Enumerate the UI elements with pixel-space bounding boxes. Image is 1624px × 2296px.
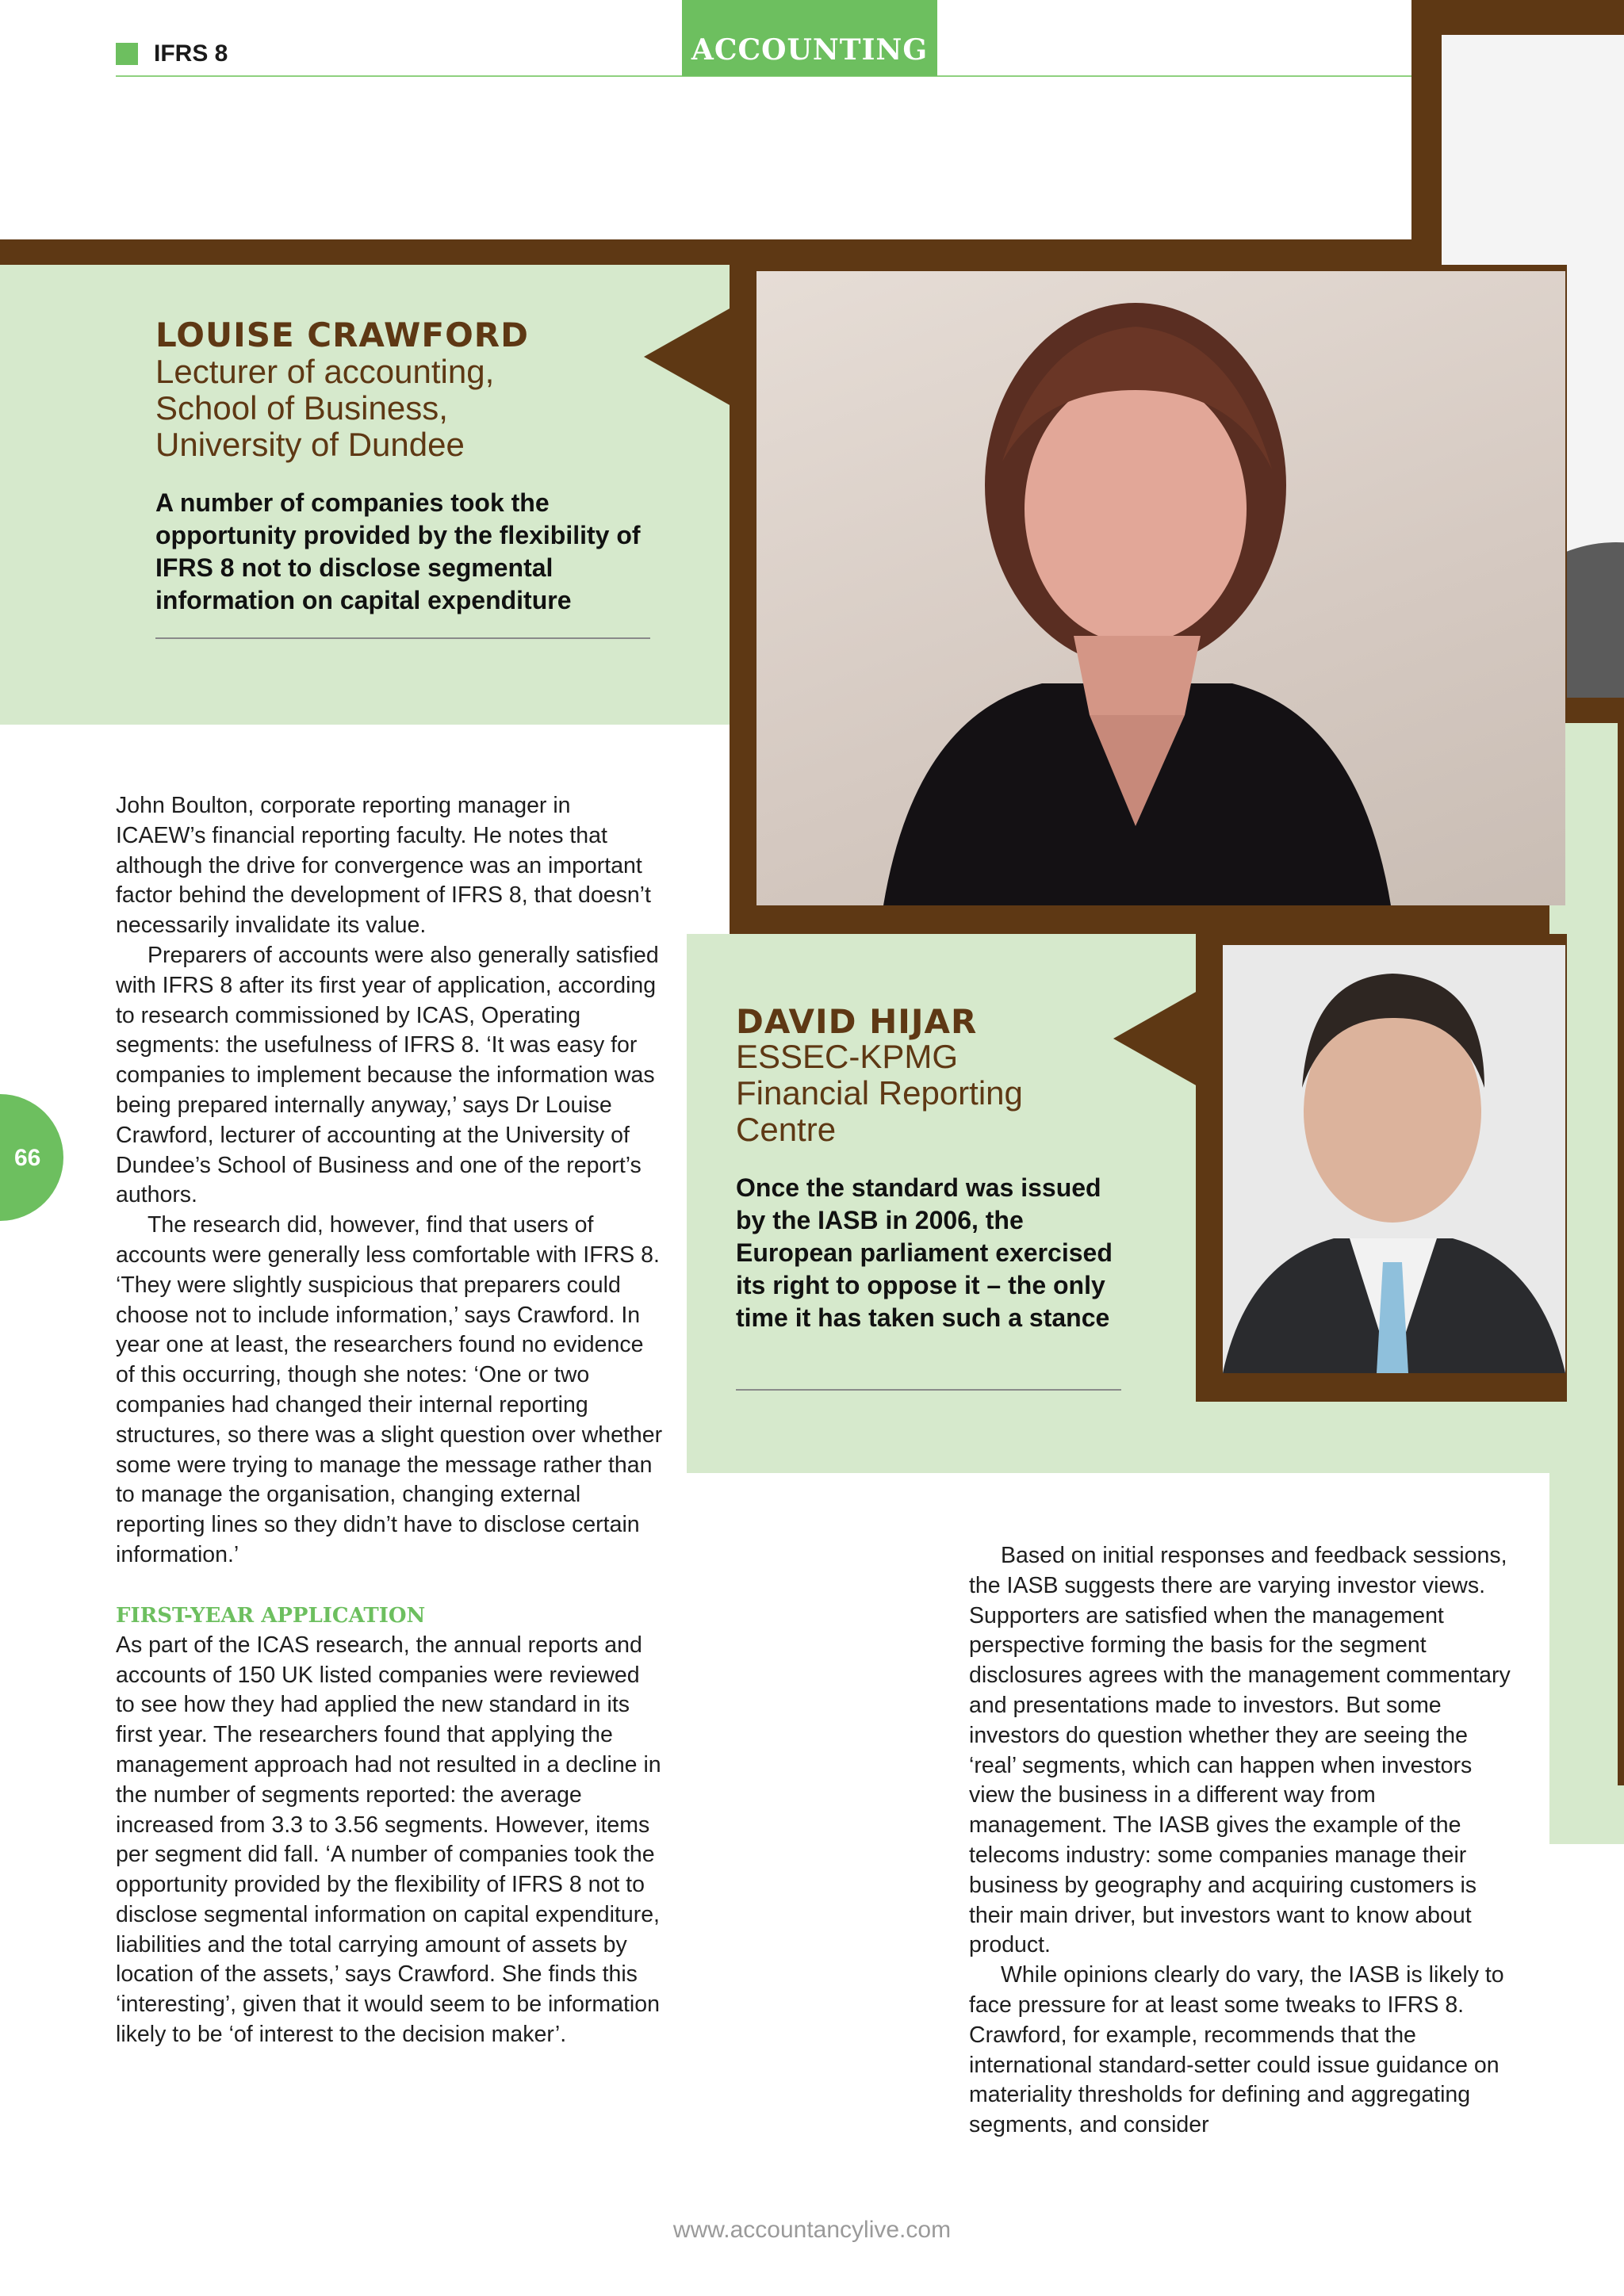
profile1-quote: A number of companies took the opportunity provided by the flexibility of IFRS 8 not to disclose segmental information on capital expenditure <box>155 488 641 614</box>
page-number: 66 <box>14 1145 41 1171</box>
profile1-name: LOUISE CRAWFORD <box>155 316 529 354</box>
profile1-role-line: Lecturer of accounting, <box>155 353 495 390</box>
profile2-rule <box>736 1389 1121 1391</box>
profile2-quote: Once the standard was issued by the IASB in 2006, the European parliament exercised its right to oppose it – the only time it has taken such a stance <box>736 1173 1113 1332</box>
subheading: FIRST-YEAR APPLICATION <box>116 1603 426 1628</box>
profile1-rule <box>155 637 650 639</box>
profile1-role-line: University of Dundee <box>155 426 465 463</box>
profile1-photo <box>756 271 1565 905</box>
right-brown-edge <box>1618 723 1624 1785</box>
profile1-role-line: School of Business, <box>155 389 448 427</box>
right-column <box>969 1541 1518 2141</box>
profile1-role <box>155 354 631 463</box>
body-paragraph: Based on initial responses and feedback sessions, the IASB suggests there are varying investor views. Supporters are satisfied when the management perspective forming the basis for the segment disclosures agrees with the management commentary and presentations made to investors. But some investors do question whether they are seeing the ‘real’ segments, which can happen when investors view the business in a different way from management. The IASB gives the example of the telecoms industry: some companies manage their business by geography and acquiring customers is their main driver, but investors want to know about product. <box>969 1543 1511 1958</box>
top-brown-band <box>0 239 1415 265</box>
profile2-pointer <box>1113 991 1197 1086</box>
section-label: IFRS 8 <box>154 40 228 67</box>
profile2-name: DAVID HIJAR <box>736 1002 978 1041</box>
profile2-photo <box>1223 945 1565 1373</box>
profile2-role-line: Centre <box>736 1111 837 1148</box>
body-paragraph: Preparers of accounts were also generally satisfied with IFRS 8 after its first year of application, according to research commissioned by ICAS, Operating segments: the usefulness of IFRS 8. ‘It was easy for companies to implement because the information was being prepared internally anyway,’ says Dr Louise Crawford, lecturer of accounting at the University of Dundee’s School of Business and one of the report’s authors. <box>116 942 659 1208</box>
body-paragraph: John Boulton, corporate reporting manager in ICAEW’s financial reporting faculty. He notes that although the drive for convergence was an important factor behind the development of IFRS 8, that doesn’t necessarily invalidate its value. <box>116 793 651 939</box>
left-column <box>116 791 665 2050</box>
body-paragraph: The research did, however, find that users of accounts were generally less comfortable with IFRS 8. ‘They were slightly suspicious that preparers could choose not to include information,’ says Crawford. In year one at least, the researchers found no evidence of this occurring, though she notes: ‘One or two companies had changed their internal reporting structures, so there was a slight question over whether some were trying to manage the message rather than to manage the organisation, changing external reporting lines so they didn’t have to disclose certain information.’ <box>116 1212 663 1567</box>
body-paragraph: As part of the ICAS research, the annual reports and accounts of 150 UK listed companies were reviewed to see how they had applied the new standard in its first year. The researchers found that applying the management approach had not resulted in a decline in the number of segments reported: the average increased from 3.3 to 3.56 segments. However, items per segment did fall. ‘A number of companies took the opportunity provided by the flexibility of IFRS 8 not to disclose segmental information on capital expenditure, liabilities and the total carrying amount of assets by location of the assets,’ says Crawford. She finds this ‘interesting’, given that it would seem to be information likely to be ‘of interest to the decision maker’. <box>116 1632 661 2048</box>
profile2-role-line: Financial Reporting <box>736 1074 1023 1112</box>
body-paragraph: While opinions clearly do vary, the IASB is likely to face pressure for at least some tweaks to IFRS 8. Crawford, for example, recommends that the international standard-setter could issue guidance on materiality thresholds for defining and aggregating segments, and consider <box>969 1962 1504 2138</box>
profile2-role-line: ESSEC-KPMG <box>736 1038 959 1075</box>
profile2-role <box>736 1039 1109 1148</box>
footer-url: www.accountancylive.com <box>672 2217 952 2243</box>
section-marker-icon <box>116 43 138 65</box>
category-tab: ACCOUNTING <box>682 0 937 76</box>
profile1-pointer <box>644 308 731 406</box>
